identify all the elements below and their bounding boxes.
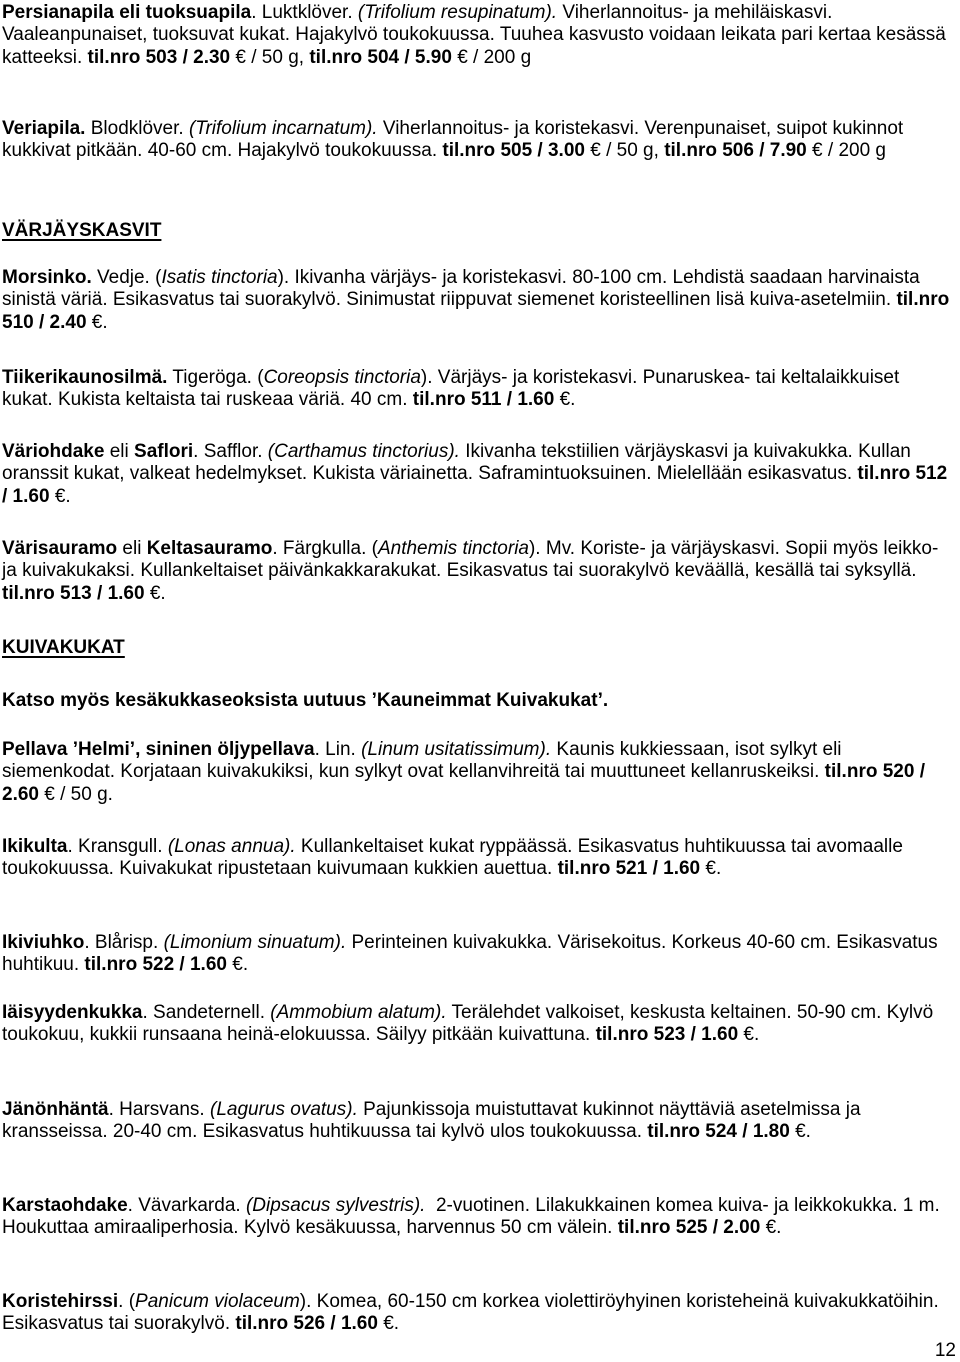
text-segment: ). Värjäys- ja koristekasvi. Punaruskea- tai keltalaikkuiset kukat. Kukista keltaista tai ruskeaa väriä. 40 cm. [2, 367, 905, 411]
text-segment: . Sandeternell. [142, 1002, 271, 1023]
text-segment: Morsinko. [2, 267, 92, 288]
text-segment: Persianapila eli tuoksuapila [2, 2, 252, 23]
entry-janonhanta [2, 1099, 954, 1144]
text-segment: / 50 g, [245, 46, 310, 68]
text-segment: Terälehdet valkoiset, keskusta keltainen. 50-90 cm. Kylvö toukokuu, kukkii runsaana heinä-elokuussa. Säilyy pitkään kuivattuna. [2, 1002, 939, 1046]
text-segment: Perinteinen kuivakukka. Värisekoitus. Korkeus 40-60 cm. Esikasvatus huhtikuu. [2, 932, 943, 976]
text-segment: Coreopsis tinctoria [263, 367, 421, 388]
text-segment: Pellava ’Helmi’, sininen öljypellava [2, 739, 315, 760]
text-segment: (Dipsacus sylvestris). [245, 1195, 426, 1216]
text-segment: til.nro 504 / 5.90 [309, 46, 458, 68]
text-segment: Tiikerikaunosilmä. [2, 367, 168, 388]
text-segment: ). Komea, 60-150 cm korkea violettiröyhyinen koristeheinä kuivakukkatöihin. Esikasvatus tai suorakylvö. [2, 1291, 945, 1335]
entry-persianapila [2, 2, 954, 69]
text-segment: / 50 g. [54, 783, 113, 805]
text-segment: / 50 g, [600, 140, 665, 162]
section-heading-varjayskasvit [2, 220, 954, 242]
text-segment: til.nro 510 / 2.40 [2, 289, 955, 333]
text-segment: . [393, 1313, 400, 1335]
text-segment: ). Ikivanha värjäys- ja koristekasvi. 80-100 cm. Lehdistä saadaan harvinaista sinistä väriä. Esikasvatus tai suorakylvö. Sinimustat riippuvat siemenet koristeellinen lisä kuiva-asetelmiin. [2, 267, 925, 311]
entry-ikiviuhko [2, 932, 954, 977]
text-segment: Jänönhäntä [2, 1099, 109, 1120]
text-segment: (Lagurus ovatus). [210, 1099, 358, 1120]
text-segment: . [242, 954, 249, 976]
entry-iaisyydenkukka [2, 1002, 954, 1047]
euro-sign: € [383, 1313, 394, 1335]
text-segment: (Carthamus tinctorius). [267, 441, 460, 462]
text-segment: eli [117, 538, 147, 559]
text-segment: Kaunis kukkiessaan, isot sylkyt eli siemenkodat. Korjataan kuivakukiksi, kun sylkyt ovat kellanvihreitä tai muuttuneet kellanruskeiksi. [2, 739, 847, 783]
text-segment: . Safflor. [193, 441, 268, 462]
text-segment: . Kransgull. [67, 836, 168, 857]
euro-sign: € [91, 311, 103, 333]
text-segment: . Lin. [314, 739, 362, 760]
text-segment: til.nro 503 / 2.30 [87, 46, 236, 68]
text-segment: . Luktklöver. [251, 2, 358, 23]
text-segment: Ikiviuhko [2, 932, 85, 953]
text-segment: til.nro 526 / 1.60 [235, 1313, 384, 1335]
entry-varisauramo [2, 538, 954, 605]
text-segment: til.nro 506 / 7.90 [664, 140, 813, 162]
euro-sign: € [705, 858, 716, 880]
euro-sign: € [44, 783, 55, 805]
text-segment: til.nro 525 / 2.00 [617, 1217, 766, 1239]
text-segment: . [570, 389, 576, 411]
text-segment: Ikikulta [2, 836, 68, 857]
entry-karstaohdake [2, 1195, 954, 1240]
text-segment: Kullankeltaiset kukat ryppäässä. Esikasvatus huhtikuussa tai avomaalle toukokuussa. Kuivakukat ripustetaan kuivumaan kukkien auettua. [2, 836, 909, 880]
text-segment: Värisauramo [2, 538, 118, 559]
text-segment: til.nro 522 / 1.60 [84, 954, 233, 976]
text-segment: Iäisyydenkukka [2, 1002, 143, 1023]
text-segment: Blodklöver. [85, 118, 189, 139]
text-segment: Keltasauramo [146, 538, 273, 559]
text-segment: Koristehirssi [2, 1291, 119, 1312]
text-segment: (Ammobium alatum). [270, 1002, 447, 1023]
text-segment: til.nro 513 / 1.60 [2, 582, 150, 604]
text-segment: Isatis tinctoria [161, 267, 278, 288]
euro-sign: € [795, 1121, 806, 1143]
entry-tiikerikaunosilma [2, 367, 954, 412]
text-segment: 2-vuotinen. Lilakukkainen komea kuiva- ja leikkokukka. 1 m. Houkuttaa amiraaliperhosia. Kylvö kesäkuussa, harvennus 50 cm välein. [2, 1195, 946, 1239]
page-number: 12 [934, 1340, 956, 1361]
text-segment: Vedje. ( [91, 267, 162, 288]
entry-veriapila [2, 118, 954, 163]
note-katso-myos [2, 690, 954, 712]
euro-sign: € [590, 140, 601, 162]
text-segment: . Färgkulla. ( [272, 538, 378, 559]
text-segment: . ( [118, 1291, 136, 1312]
euro-sign: € [54, 485, 66, 507]
text-segment: Veriapila. [2, 118, 86, 139]
entry-morsinko [2, 267, 954, 334]
text-segment: (Linum usitatissimum). [361, 739, 552, 760]
text-segment: . [160, 582, 166, 604]
text-segment: . [102, 311, 108, 333]
euro-sign: € [235, 46, 246, 68]
entry-ikikulta [2, 836, 954, 881]
text-segment: . [65, 485, 71, 507]
text-segment: . Harsvans. [108, 1099, 210, 1120]
text-segment: Väriohdake [2, 441, 105, 462]
text-segment: VÄRJÄYSKASVIT [2, 220, 162, 241]
text-segment: ). Mv. Koriste- ja värjäyskasvi. Sopii myös leikko- ja kuivakukaksi. Kullankeltaiset päivänkakkarakukat. Esikasvatus tai suorakylvö keväällä, kesällä tai syksyllä. [2, 538, 944, 582]
text-segment: Tigeröga. ( [167, 367, 264, 388]
text-segment: til.nro 523 / 1.60 [595, 1024, 744, 1046]
text-segment: . Vävarkarda. [127, 1195, 246, 1216]
text-segment: til.nro 520 / 2.60 [2, 761, 931, 805]
text-segment: Panicum violaceum [135, 1291, 300, 1312]
euro-sign: € [765, 1217, 777, 1239]
text-segment: Pajunkissoja muistuttavat kukinnot näyttäviä asetelmissa ja kransseissa. 20-40 cm. Esikasvatus huhtikuussa tai kylvö ulos toukokuussa. [2, 1099, 866, 1143]
euro-sign: € [743, 1024, 754, 1046]
text-segment: . [715, 858, 722, 880]
text-segment: Karstaohdake [2, 1195, 128, 1216]
text-segment: til.nro 511 / 1.60 [412, 389, 560, 411]
text-segment: / 200 g [822, 140, 886, 162]
text-segment: Viherlannoitus- ja mehiläiskasvi. Vaaleanpunaiset, tuoksuvat kukat. Hajakylvö toukokuussa. Tuuhea kasvusto voidaan leikata pari kertaa kesässä katteeksi. [2, 2, 952, 68]
text-segment: Saflori [134, 441, 194, 462]
section-heading-kuivakukat [2, 637, 954, 659]
text-segment: Katso myös kesäkukkaseoksista uutuus ’Kauneimmat Kuivakukat’. [2, 690, 609, 711]
text-segment: Ikivanha tekstiilien värjäyskasvi ja kuivakukka. Kullan oranssit kukat, valkeat hedelmykset. Kukista väriainetta. Saframintuoksuinen. Mielellään esikasvatus. [2, 441, 917, 485]
text-segment: eli [104, 441, 135, 462]
entry-variohdake [2, 441, 954, 508]
euro-sign: € [812, 140, 823, 162]
text-segment: til.nro 521 / 1.60 [557, 858, 706, 880]
euro-sign: € [232, 954, 243, 976]
text-segment: Viherlannoitus- ja koristekasvi. Verenpunaiset, suipot kukinnot kukkivat pitkään. 40-60 cm. Hajakylvö toukokuussa. [2, 118, 909, 162]
text-segment: / 200 g [467, 46, 532, 68]
text-segment: til.nro 512 / 1.60 [2, 463, 953, 507]
text-segment: (Lonas annua). [167, 836, 296, 857]
text-segment: Anthemis tinctoria [377, 538, 529, 559]
text-segment: (Trifolium incarnatum). [188, 118, 378, 139]
entry-pellava [2, 739, 954, 806]
text-segment: KUIVAKUKAT [2, 637, 125, 658]
text-segment: . Blårisp. [84, 932, 164, 953]
text-segment: til.nro 524 / 1.80 [647, 1121, 796, 1143]
text-segment: . [805, 1121, 811, 1143]
euro-sign: € [457, 46, 468, 68]
euro-sign: € [559, 389, 571, 411]
text-segment: til.nro 505 / 3.00 [442, 140, 591, 162]
text-segment: . [776, 1217, 782, 1239]
text-segment: (Limonium sinuatum). [163, 932, 347, 953]
entry-koristehirssi [2, 1291, 954, 1336]
text-segment: (Trifolium resupinatum). [357, 2, 558, 23]
text-segment: . [754, 1024, 760, 1046]
euro-sign: € [149, 582, 161, 604]
